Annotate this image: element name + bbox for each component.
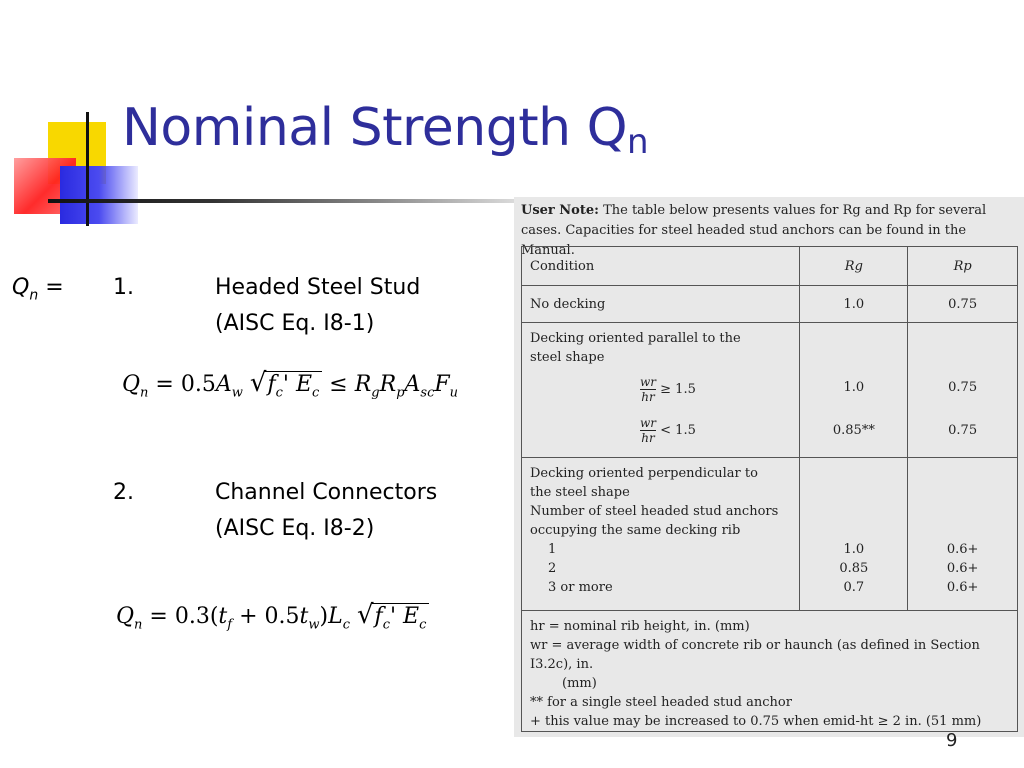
equation-1: $Q_n = 0.5A_w$ $√f_c'$ $E_c \le R_gR_pA_{sc}F_u$ [122, 368, 458, 401]
table-header-rg: Rg [800, 247, 908, 286]
footnote: wr = average width of concrete rib or haunch (as defined in Section I3.2c), in. [530, 638, 980, 672]
table-cell-rg: 1.0 [800, 286, 908, 323]
table-cell-rp: 0.75 [908, 286, 1018, 323]
condition-line: Decking oriented parallel to the [530, 331, 741, 346]
table-row [522, 323, 1018, 458]
table-cell-rp: 0.75 0.75 [908, 323, 1018, 458]
table-cell-rp: 0.6+ 0.6+ 0.6+ [908, 458, 1018, 611]
table-footnotes-row [522, 611, 1018, 732]
condition-line: steel shape [530, 350, 605, 365]
table-cell-condition: Decking oriented perpendicular to the steel shape Number of steel headed stud anchors occupying the same decking rib 1 2 3 or more [522, 458, 800, 611]
page-number: 9 [946, 730, 958, 751]
user-note-text: The table below presents values for Rg and Rp for several cases. Capacities for steel headed stud anchors can be found in the Manual. [521, 203, 987, 258]
rg-rp-table [521, 246, 1018, 732]
title-subscript: n [627, 122, 649, 162]
item-2-number: 2. [113, 480, 134, 505]
table-header-row [522, 247, 1018, 286]
table-header-condition: Condition [522, 247, 800, 286]
footnote: hr = nominal rib height, in. (mm) [530, 619, 750, 634]
table-cell-rg: 1.0 0.85** [800, 323, 908, 458]
table-row [522, 286, 1018, 323]
formula-lhs-subscript: n [29, 287, 39, 304]
table-cell-condition [522, 323, 800, 458]
formula-lhs-symbol: Q [12, 275, 30, 300]
table-footnotes [522, 611, 1018, 732]
ratio-case-2: $\frac{wr}{hr}$ < 1.5 [640, 416, 696, 445]
equation-2: $Q_n = 0.3(t_f + 0.5t_w)L_c$ $√f_c'$ $E_c$ [116, 600, 429, 632]
formula-lhs [12, 275, 64, 303]
footnote: + this value may be increased to 0.75 when emid-ht ≥ 2 in. (51 mm) [530, 714, 982, 729]
table-cell-condition: No decking [522, 286, 800, 323]
ratio-case-1: $\frac{wr}{hr}$ ≥ 1.5 [640, 375, 696, 404]
table-row [522, 458, 1018, 611]
title-underline [48, 199, 518, 203]
item-2-line2: (AISC Eq. I8-2) [215, 516, 375, 541]
item-1-line1: Headed Steel Stud [215, 275, 421, 300]
formula-lhs-equals: = [38, 275, 64, 300]
decor-blue-square [60, 166, 138, 224]
footnote: ** for a single steel headed stud anchor [530, 695, 792, 710]
item-1-number: 1. [113, 275, 134, 300]
item-1-line2: (AISC Eq. I8-1) [215, 311, 375, 336]
table-header-rp: Rp [908, 247, 1018, 286]
slide-title [122, 98, 648, 162]
title-text: Nominal Strength Q [122, 98, 628, 158]
item-2-line1: Channel Connectors [215, 480, 438, 505]
decor-vertical-line [86, 112, 89, 226]
table-cell-rg: 1.0 0.85 0.7 [800, 458, 908, 611]
footnote: (mm) [562, 676, 597, 691]
user-note-label: User Note: [521, 203, 599, 218]
